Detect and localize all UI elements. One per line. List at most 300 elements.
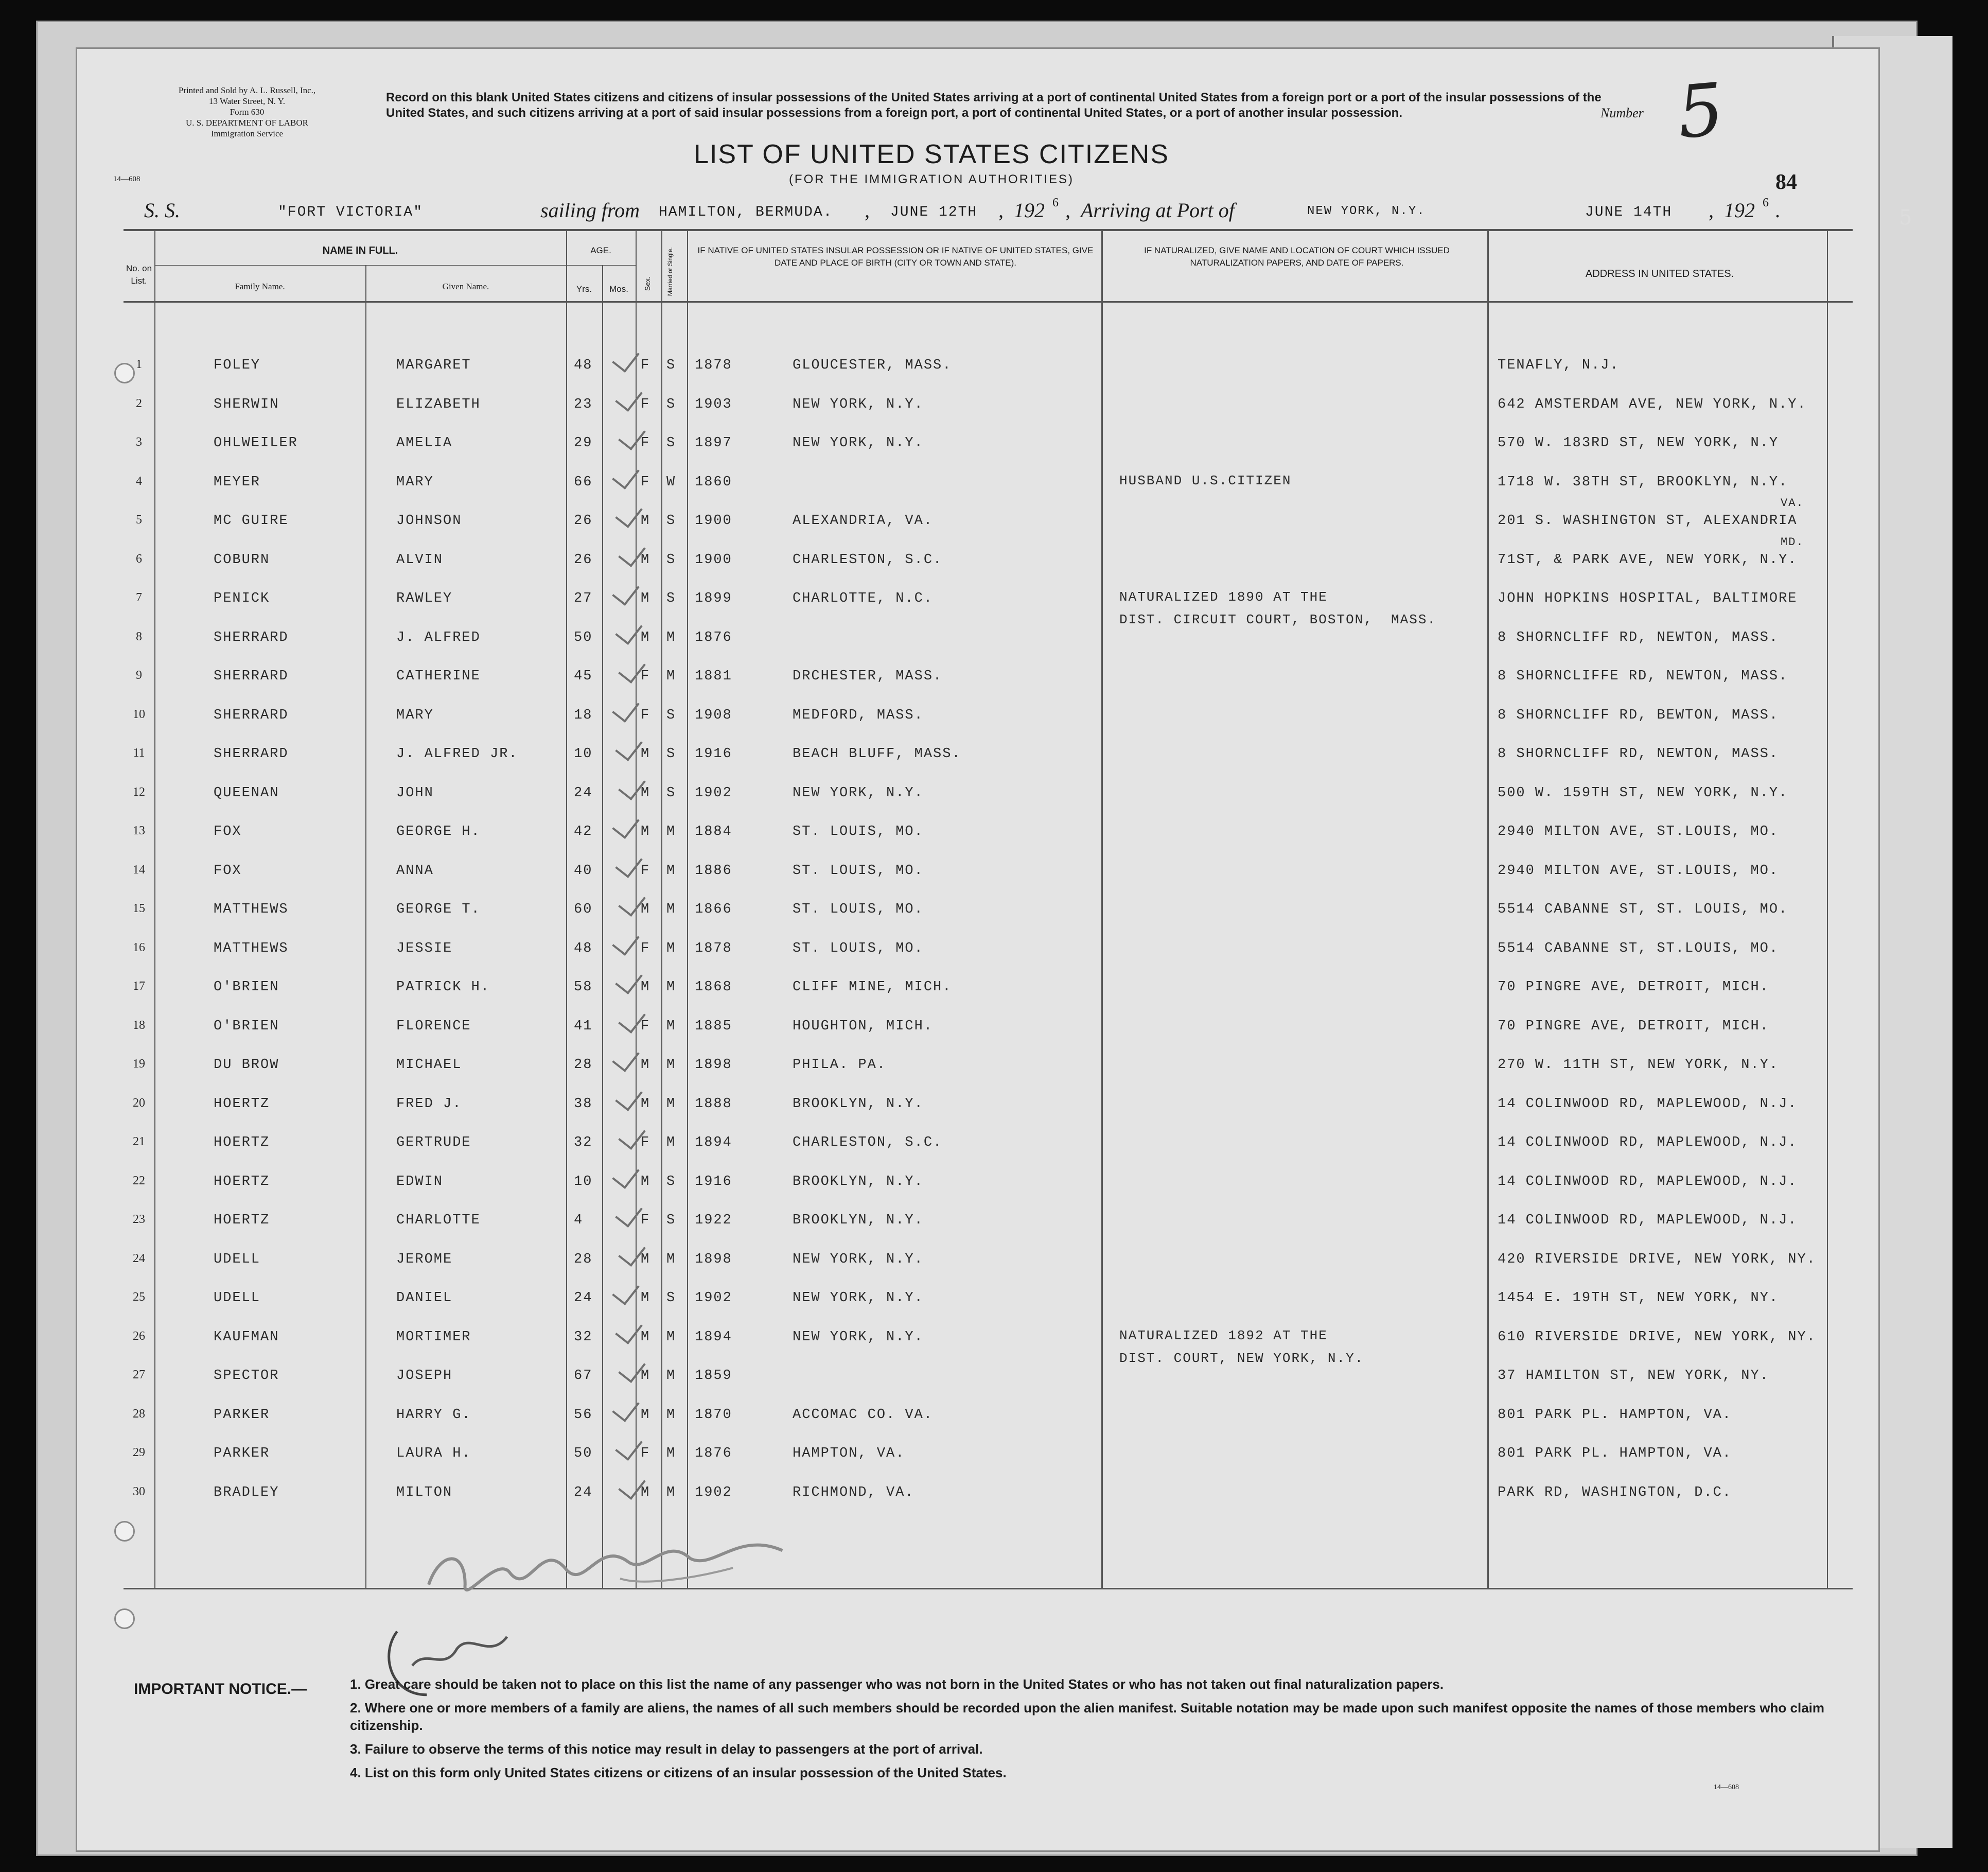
- cell-status: M: [666, 1057, 676, 1073]
- col-header-age: AGE.: [590, 246, 611, 255]
- cell-age: 10: [574, 1174, 593, 1189]
- cell-status: M: [666, 629, 676, 645]
- cell-given: JOSEPH: [396, 1368, 453, 1384]
- cell-family: DU BROW: [214, 1057, 279, 1073]
- cell-address: 1718 W. 38TH ST, BROOKLYN, N.Y.: [1498, 474, 1788, 490]
- cell-year: 1884: [695, 824, 732, 839]
- table-row: [77, 774, 1878, 812]
- page-subtitle: (FOR THE IMMIGRATION AUTHORITIES): [788, 172, 1075, 186]
- ship-name: "FORT VICTORIA": [278, 204, 424, 220]
- cell-family: UDELL: [214, 1251, 261, 1267]
- margin-mark: 5: [1899, 206, 1912, 230]
- comma: ,: [865, 199, 870, 222]
- cell-address: 570 W. 183RD ST, NEW YORK, N.Y: [1498, 435, 1779, 451]
- cell-address: 1454 E. 19TH ST, NEW YORK, NY.: [1498, 1290, 1779, 1306]
- cell-address: 642 AMSTERDAM AVE, NEW YORK, N.Y.: [1498, 396, 1807, 412]
- col-header-naturalized: IF NATURALIZED, GIVE NAME AND LOCATION OF COURT WHICH ISSUED NATURALIZATION PAPERS, AND DATE OF PAPERS.: [1144, 246, 1450, 268]
- table-row: [77, 580, 1878, 618]
- cell-given: EDWIN: [396, 1174, 444, 1189]
- cell-status: M: [666, 1368, 676, 1384]
- cell-place: CHARLESTON, S.C.: [793, 1135, 943, 1150]
- number-label: Number: [1600, 106, 1644, 120]
- cell-family: MEYER: [214, 474, 261, 490]
- cell-place: NEW YORK, N.Y.: [793, 435, 924, 451]
- cell-sex: M: [641, 785, 650, 801]
- cell-no: 10: [133, 707, 145, 721]
- cell-given: J. ALFRED JR.: [396, 746, 518, 762]
- cell-year: 1900: [695, 513, 732, 529]
- cell-sex: F: [641, 435, 650, 451]
- notice-item: 4. List on this form only United States citizens or citizens of an insular possession of the United States.: [350, 1765, 1007, 1780]
- cell-address: 70 PINGRE AVE, DETROIT, MICH.: [1498, 979, 1769, 995]
- cell-given: FRED J.: [396, 1096, 462, 1112]
- checkmark-icon: [612, 810, 640, 839]
- manifest-sheet: [77, 49, 1878, 1850]
- cell-no: 1: [136, 358, 142, 371]
- cell-status: M: [666, 863, 676, 879]
- cell-address-note: MD.: [1781, 535, 1804, 549]
- cell-status: S: [666, 435, 676, 451]
- comma: ,: [998, 199, 1004, 222]
- col-header-birth: IF NATIVE OF UNITED STATES INSULAR POSSESSION OR IF NATIVE OF UNITED STATES, GIVE DATE AND PLACE OF BIRTH (CITY OR TOWN AND STATE).: [697, 246, 1094, 268]
- cell-address: 71ST, & PARK AVE, NEW YORK, N.Y.: [1498, 552, 1798, 568]
- table-row: [77, 1085, 1878, 1123]
- cell-address: 801 PARK PL. HAMPTON, VA.: [1498, 1407, 1732, 1423]
- cell-year: 1876: [695, 629, 732, 645]
- cell-no: 16: [133, 940, 145, 954]
- cell-family: KAUFMAN: [214, 1329, 279, 1345]
- cell-given: MORTIMER: [396, 1329, 471, 1345]
- cell-family: SHERRARD: [214, 629, 289, 645]
- cell-family: MC GUIRE: [214, 513, 289, 529]
- cell-no: 26: [133, 1329, 145, 1343]
- checkmark-icon: [612, 344, 640, 373]
- cell-place: HAMPTON, VA.: [793, 1446, 905, 1461]
- footer-form-code: 14—608: [1714, 1783, 1739, 1791]
- cell-family: PARKER: [214, 1407, 270, 1423]
- cell-sex: F: [641, 1446, 650, 1461]
- cell-status: M: [666, 1018, 676, 1034]
- table-row: [77, 619, 1878, 657]
- cell-no: 19: [133, 1057, 145, 1071]
- cell-family: UDELL: [214, 1290, 261, 1306]
- cell-place: GLOUCESTER, MASS.: [793, 358, 952, 373]
- comma: ,: [1709, 199, 1714, 222]
- cell-age: 26: [574, 552, 593, 568]
- table-row: [77, 1396, 1878, 1434]
- cell-no: 9: [136, 669, 142, 682]
- cell-address: 201 S. WASHINGTON ST, ALEXANDRIA: [1498, 513, 1798, 529]
- cell-status: S: [666, 358, 676, 373]
- cell-sex: M: [641, 824, 650, 839]
- table-row: [77, 497, 1878, 540]
- cell-given: MILTON: [396, 1484, 453, 1500]
- cell-family: HOERTZ: [214, 1213, 270, 1228]
- notice-item: 3. Failure to observe the terms of this notice may result in delay to passengers at the port of arrival.: [350, 1741, 983, 1757]
- table-row: [77, 1434, 1878, 1473]
- naturalization-note: HUSBAND U.S.CITIZEN: [1119, 473, 1292, 488]
- cell-family: QUEENAN: [214, 785, 279, 801]
- cell-given: ANNA: [396, 863, 434, 879]
- cell-age: 29: [574, 435, 593, 451]
- table-row: [77, 1046, 1878, 1084]
- table-row: [77, 1357, 1878, 1395]
- cell-year: 1868: [695, 979, 732, 995]
- cell-no: 3: [136, 435, 142, 449]
- cell-year: 1878: [695, 940, 732, 956]
- ss-label: S. S.: [144, 199, 180, 222]
- cell-no: 21: [133, 1135, 145, 1148]
- cell-status: M: [666, 669, 676, 684]
- cell-given: GERTRUDE: [396, 1135, 471, 1150]
- cell-given: GEORGE H.: [396, 824, 481, 839]
- printer-line: Form 630: [230, 107, 265, 117]
- cell-place: NEW YORK, N.Y.: [793, 1329, 924, 1345]
- cell-status: S: [666, 1213, 676, 1228]
- departure-date: JUNE 12TH: [890, 204, 978, 220]
- cell-family: HOERTZ: [214, 1135, 270, 1150]
- list-number: 5: [1674, 67, 1728, 155]
- cell-sex: M: [641, 513, 650, 529]
- cell-year: 1881: [695, 669, 732, 684]
- checkmark-icon: [612, 577, 640, 606]
- cell-no: 11: [133, 746, 145, 760]
- cell-status: M: [666, 1484, 676, 1500]
- cell-sex: M: [641, 979, 650, 995]
- cell-age: 45: [574, 669, 593, 684]
- cell-age: 32: [574, 1329, 593, 1345]
- cell-status: S: [666, 513, 676, 529]
- cell-place: ALEXANDRIA, VA.: [793, 513, 934, 529]
- cell-family: MATTHEWS: [214, 902, 289, 917]
- checkmark-icon: [615, 383, 643, 412]
- col-header-address: ADDRESS IN UNITED STATES.: [1585, 268, 1734, 279]
- cell-address: PARK RD, WASHINGTON, D.C.: [1498, 1484, 1732, 1500]
- cell-status: M: [666, 1135, 676, 1150]
- cell-address: 14 COLINWOOD RD, MAPLEWOOD, N.J.: [1498, 1174, 1798, 1189]
- cell-address: 37 HAMILTON ST, NEW YORK, NY.: [1498, 1368, 1769, 1384]
- cell-address: 8 SHORNCLIFF RD, NEWTON, MASS.: [1498, 629, 1779, 645]
- cell-no: 23: [133, 1213, 145, 1226]
- checkmark-icon: [615, 849, 643, 878]
- cell-status: M: [666, 1407, 676, 1423]
- cell-sex: F: [641, 1135, 650, 1150]
- cell-given: MARY: [396, 474, 434, 490]
- cell-given: CATHERINE: [396, 669, 481, 684]
- table-row: [77, 852, 1878, 890]
- cell-year: 1898: [695, 1057, 732, 1073]
- cell-given: JOHN: [396, 785, 434, 801]
- cell-place: ST. LOUIS, MO.: [793, 940, 924, 956]
- cell-age: 50: [574, 629, 593, 645]
- cell-address: 8 SHORNCLIFF RD, BEWTON, MASS.: [1498, 707, 1779, 723]
- table-row: [77, 1124, 1878, 1162]
- cell-given: ELIZABETH: [396, 396, 481, 412]
- table-row: [77, 930, 1878, 968]
- cell-address: TENAFLY, N.J.: [1498, 358, 1620, 373]
- cell-status: S: [666, 552, 676, 568]
- cell-given: MARY: [396, 707, 434, 723]
- cell-place: NEW YORK, N.Y.: [793, 396, 924, 412]
- cell-family: HOERTZ: [214, 1096, 270, 1112]
- cell-address: 610 RIVERSIDE DRIVE, NEW YORK, NY.: [1498, 1329, 1816, 1345]
- cell-year: 1902: [695, 1290, 732, 1306]
- cell-status: M: [666, 1251, 676, 1267]
- col-header-name: NAME IN FULL.: [322, 245, 398, 256]
- naturalization-note: NATURALIZED 1892 AT THE DIST. COURT, NEW YORK, N.Y.: [1119, 1327, 1364, 1366]
- cell-address: 8 SHORNCLIFF RD, NEWTON, MASS.: [1498, 746, 1779, 762]
- cell-year: 1894: [695, 1135, 732, 1150]
- cell-sex: M: [641, 1407, 650, 1423]
- cell-given: J. ALFRED: [396, 629, 481, 645]
- cell-status: M: [666, 824, 676, 839]
- cell-age: 26: [574, 513, 593, 529]
- cell-age: 50: [574, 1446, 593, 1461]
- cell-sex: M: [641, 1290, 650, 1306]
- cell-sex: F: [641, 474, 650, 490]
- cell-family: FOX: [214, 824, 242, 839]
- cell-status: S: [666, 707, 676, 723]
- cell-year: 1876: [695, 1446, 732, 1461]
- cell-address: 270 W. 11TH ST, NEW YORK, N.Y.: [1498, 1057, 1779, 1073]
- cell-no: 8: [136, 629, 142, 643]
- col-header-sex: Sex.: [643, 276, 652, 291]
- arrival-port: NEW YORK, N.Y.: [1307, 204, 1426, 218]
- cell-place: DRCHESTER, MASS.: [793, 669, 943, 684]
- cell-age: 42: [574, 824, 593, 839]
- cell-family: SHERRARD: [214, 669, 289, 684]
- table-row: [77, 968, 1878, 1006]
- cell-year: 1902: [695, 785, 732, 801]
- col-header-no: No. on List.: [126, 264, 152, 286]
- cell-place: PHILA. PA.: [793, 1057, 887, 1073]
- printer-line: U. S. DEPARTMENT OF LABOR: [186, 118, 308, 128]
- cell-given: RAWLEY: [396, 591, 453, 606]
- cell-address: 500 W. 159TH ST, NEW YORK, N.Y.: [1498, 785, 1788, 801]
- cell-address: 5514 CABANNE ST, ST.LOUIS, MO.: [1498, 940, 1779, 956]
- cell-place: BROOKLYN, N.Y.: [793, 1213, 924, 1228]
- table-row: [77, 657, 1878, 695]
- cell-no: 15: [133, 902, 145, 915]
- record-instructions: Record on this blank United States citizens and citizens of insular possessions of the United States arriving at a port of continental United States from a foreign port or a port of the insular possessions of the United States, and such citizens arriving at a port of said insular possessions from a foreign port, a port of continental United States, or a port of another insular possession.: [386, 91, 1602, 120]
- cell-address: 70 PINGRE AVE, DETROIT, MICH.: [1498, 1018, 1769, 1034]
- cell-given: PATRICK H.: [396, 979, 490, 995]
- cell-given: AMELIA: [396, 435, 453, 451]
- printer-line: Printed and Sold by A. L. Russell, Inc.,: [178, 85, 316, 95]
- cell-age: 40: [574, 863, 593, 879]
- checkmark-icon: [612, 1276, 640, 1305]
- cell-address: 8 SHORNCLIFFE RD, NEWTON, MASS.: [1498, 669, 1788, 684]
- cell-year: 1866: [695, 902, 732, 917]
- cell-place: BROOKLYN, N.Y.: [793, 1096, 924, 1112]
- cell-age: 48: [574, 358, 593, 373]
- cell-status: M: [666, 1446, 676, 1461]
- cell-status: M: [666, 940, 676, 956]
- cell-no: 12: [133, 785, 145, 799]
- cell-year: 1886: [695, 863, 732, 879]
- naturalization-note: NATURALIZED 1890 AT THE DIST. CIRCUIT COURT, BOSTON, MASS.: [1119, 589, 1437, 627]
- checkmark-icon: [615, 966, 643, 994]
- table-row: [77, 424, 1878, 462]
- checkmark-icon: [615, 1082, 643, 1111]
- cell-place: CHARLESTON, S.C.: [793, 552, 943, 568]
- cell-year: 1903: [695, 396, 732, 412]
- cell-year: 1860: [695, 474, 732, 490]
- cell-place: ST. LOUIS, MO.: [793, 902, 924, 917]
- cell-age: 32: [574, 1135, 593, 1150]
- checkmark-icon: [612, 694, 640, 723]
- cell-year: 1888: [695, 1096, 732, 1112]
- cell-no: 22: [133, 1174, 145, 1187]
- col-header-mos: Mos.: [609, 284, 628, 294]
- cell-sex: F: [641, 1018, 650, 1034]
- arriving-label: Arriving at Port of: [1081, 199, 1235, 222]
- arrival-year-digit: 6: [1763, 196, 1769, 209]
- cell-given: ALVIN: [396, 552, 444, 568]
- cell-no: 4: [136, 474, 142, 488]
- cell-given: CHARLOTTE: [396, 1213, 481, 1228]
- table-row: [77, 890, 1878, 929]
- cell-given: GEORGE T.: [396, 902, 481, 917]
- cell-family: SHERRARD: [214, 746, 289, 762]
- cell-family: SPECTOR: [214, 1368, 279, 1384]
- form-code: 14—608: [113, 175, 140, 183]
- cell-no: 18: [133, 1018, 145, 1032]
- cell-address: 14 COLINWOOD RD, MAPLEWOOD, N.J.: [1498, 1135, 1798, 1150]
- cell-no: 17: [133, 979, 145, 993]
- cell-place: BEACH BLUFF, MASS.: [793, 746, 961, 762]
- comma: ,: [1065, 199, 1070, 222]
- cell-year: 1902: [695, 1484, 732, 1500]
- cell-no: 13: [133, 824, 145, 837]
- notice-item: 1. Great care should be taken not to place on this list the name of any passenger who was not born in the United States or who has not taken out final naturalization papers.: [350, 1676, 1444, 1692]
- cell-status: M: [666, 979, 676, 995]
- cell-no: 2: [136, 396, 142, 410]
- cell-address: 420 RIVERSIDE DRIVE, NEW YORK, NY.: [1498, 1251, 1816, 1267]
- header-bottom-rule: [124, 301, 1853, 303]
- cell-no: 25: [133, 1290, 145, 1304]
- cell-family: FOX: [214, 863, 242, 879]
- cell-place: RICHMOND, VA.: [793, 1484, 914, 1500]
- table-row: [77, 1279, 1878, 1317]
- table-row: [77, 696, 1878, 734]
- cell-place: HOUGHTON, MICH.: [793, 1018, 934, 1034]
- cell-family: COBURN: [214, 552, 270, 568]
- page-title: LIST OF UNITED STATES CITIZENS: [694, 139, 1169, 169]
- printer-line: 13 Water Street, N. Y.: [209, 96, 285, 106]
- cell-age: 24: [574, 1290, 593, 1306]
- cell-year: 1922: [695, 1213, 732, 1228]
- checkmark-icon: [612, 927, 640, 956]
- cell-no: 27: [133, 1368, 145, 1381]
- arrival-year: 192: [1724, 199, 1755, 222]
- checkmark-icon: [612, 1160, 640, 1189]
- col-header-family: Family Name.: [235, 282, 285, 291]
- table-row: [77, 1163, 1878, 1201]
- col-header-given: Given Name.: [442, 282, 489, 291]
- checkmark-icon: [615, 616, 643, 645]
- cell-family: MATTHEWS: [214, 940, 289, 956]
- cell-place: BROOKLYN, N.Y.: [793, 1174, 924, 1189]
- cell-address: 14 COLINWOOD RD, MAPLEWOOD, N.J.: [1498, 1213, 1798, 1228]
- departure-year: 192: [1014, 199, 1045, 222]
- cell-age: 48: [574, 940, 593, 956]
- notice-item: 2. Where one or more members of a family are aliens, the names of all such members should be recorded upon the alien manifest. Suitable notation may be made upon such manifest opposite the names of those members who claim citizenship.: [350, 1700, 1825, 1733]
- cell-no: 30: [133, 1484, 145, 1498]
- table-row: [77, 1318, 1878, 1356]
- cell-no: 14: [133, 863, 145, 877]
- cell-age: 38: [574, 1096, 593, 1112]
- cell-status: S: [666, 1290, 676, 1306]
- cell-sex: M: [641, 1174, 650, 1189]
- period: .: [1775, 199, 1781, 222]
- cell-age: 27: [574, 591, 593, 606]
- cell-address: 2940 MILTON AVE, ST.LOUIS, MO.: [1498, 863, 1779, 879]
- cell-family: FOLEY: [214, 358, 261, 373]
- cell-address: 801 PARK PL. HAMPTON, VA.: [1498, 1446, 1732, 1461]
- binder-hole: [114, 1521, 135, 1542]
- printer-imprint: [108, 85, 386, 139]
- col-header-married: Married or Single.: [666, 247, 674, 296]
- cell-address: JOHN HOPKINS HOSPITAL, BALTIMORE: [1498, 591, 1798, 606]
- departure-port: HAMILTON, BERMUDA.: [659, 204, 833, 220]
- binder-hole: [114, 1608, 135, 1629]
- cell-place: ACCOMAC CO. VA.: [793, 1407, 934, 1423]
- cell-year: 1899: [695, 591, 732, 606]
- cell-age: 18: [574, 707, 593, 723]
- cell-given: MICHAEL: [396, 1057, 462, 1073]
- cell-sex: F: [641, 1213, 650, 1228]
- cell-age: 24: [574, 1484, 593, 1500]
- cell-status: M: [666, 1329, 676, 1345]
- table-row: [77, 1201, 1878, 1239]
- cell-year: 1916: [695, 746, 732, 762]
- cell-family: PARKER: [214, 1446, 270, 1461]
- col-header-yrs: Yrs.: [576, 284, 592, 294]
- sailing-from-label: sailing from: [540, 199, 640, 222]
- signature-scrawl: [418, 1493, 796, 1621]
- checkmark-icon: [615, 1432, 643, 1461]
- table-row: [77, 346, 1878, 384]
- table-row: [77, 1474, 1878, 1512]
- cell-age: 23: [574, 396, 593, 412]
- handwritten-annotation: [375, 1604, 530, 1712]
- table-row: [77, 386, 1878, 424]
- cell-sex: M: [641, 902, 650, 917]
- table-row: [77, 463, 1878, 501]
- printer-line: Immigration Service: [210, 129, 284, 138]
- cell-sex: M: [641, 629, 650, 645]
- table-bottom-rule: [124, 1588, 1853, 1589]
- cell-place: NEW YORK, N.Y.: [793, 1251, 924, 1267]
- cell-family: O'BRIEN: [214, 1018, 279, 1034]
- cell-no: 29: [133, 1446, 145, 1459]
- cell-status: M: [666, 1096, 676, 1112]
- cell-given: LAURA H.: [396, 1446, 471, 1461]
- cell-sex: M: [641, 1096, 650, 1112]
- table-row: [77, 535, 1878, 579]
- cell-given: JEROME: [396, 1251, 453, 1267]
- cell-no: 7: [136, 591, 142, 604]
- cell-age: 10: [574, 746, 593, 762]
- cell-sex: M: [641, 1329, 650, 1345]
- cell-year: 1894: [695, 1329, 732, 1345]
- cell-given: JESSIE: [396, 940, 453, 956]
- cell-family: PENICK: [214, 591, 270, 606]
- cell-place: NEW YORK, N.Y.: [793, 785, 924, 801]
- cell-status: S: [666, 591, 676, 606]
- cell-year: 1897: [695, 435, 732, 451]
